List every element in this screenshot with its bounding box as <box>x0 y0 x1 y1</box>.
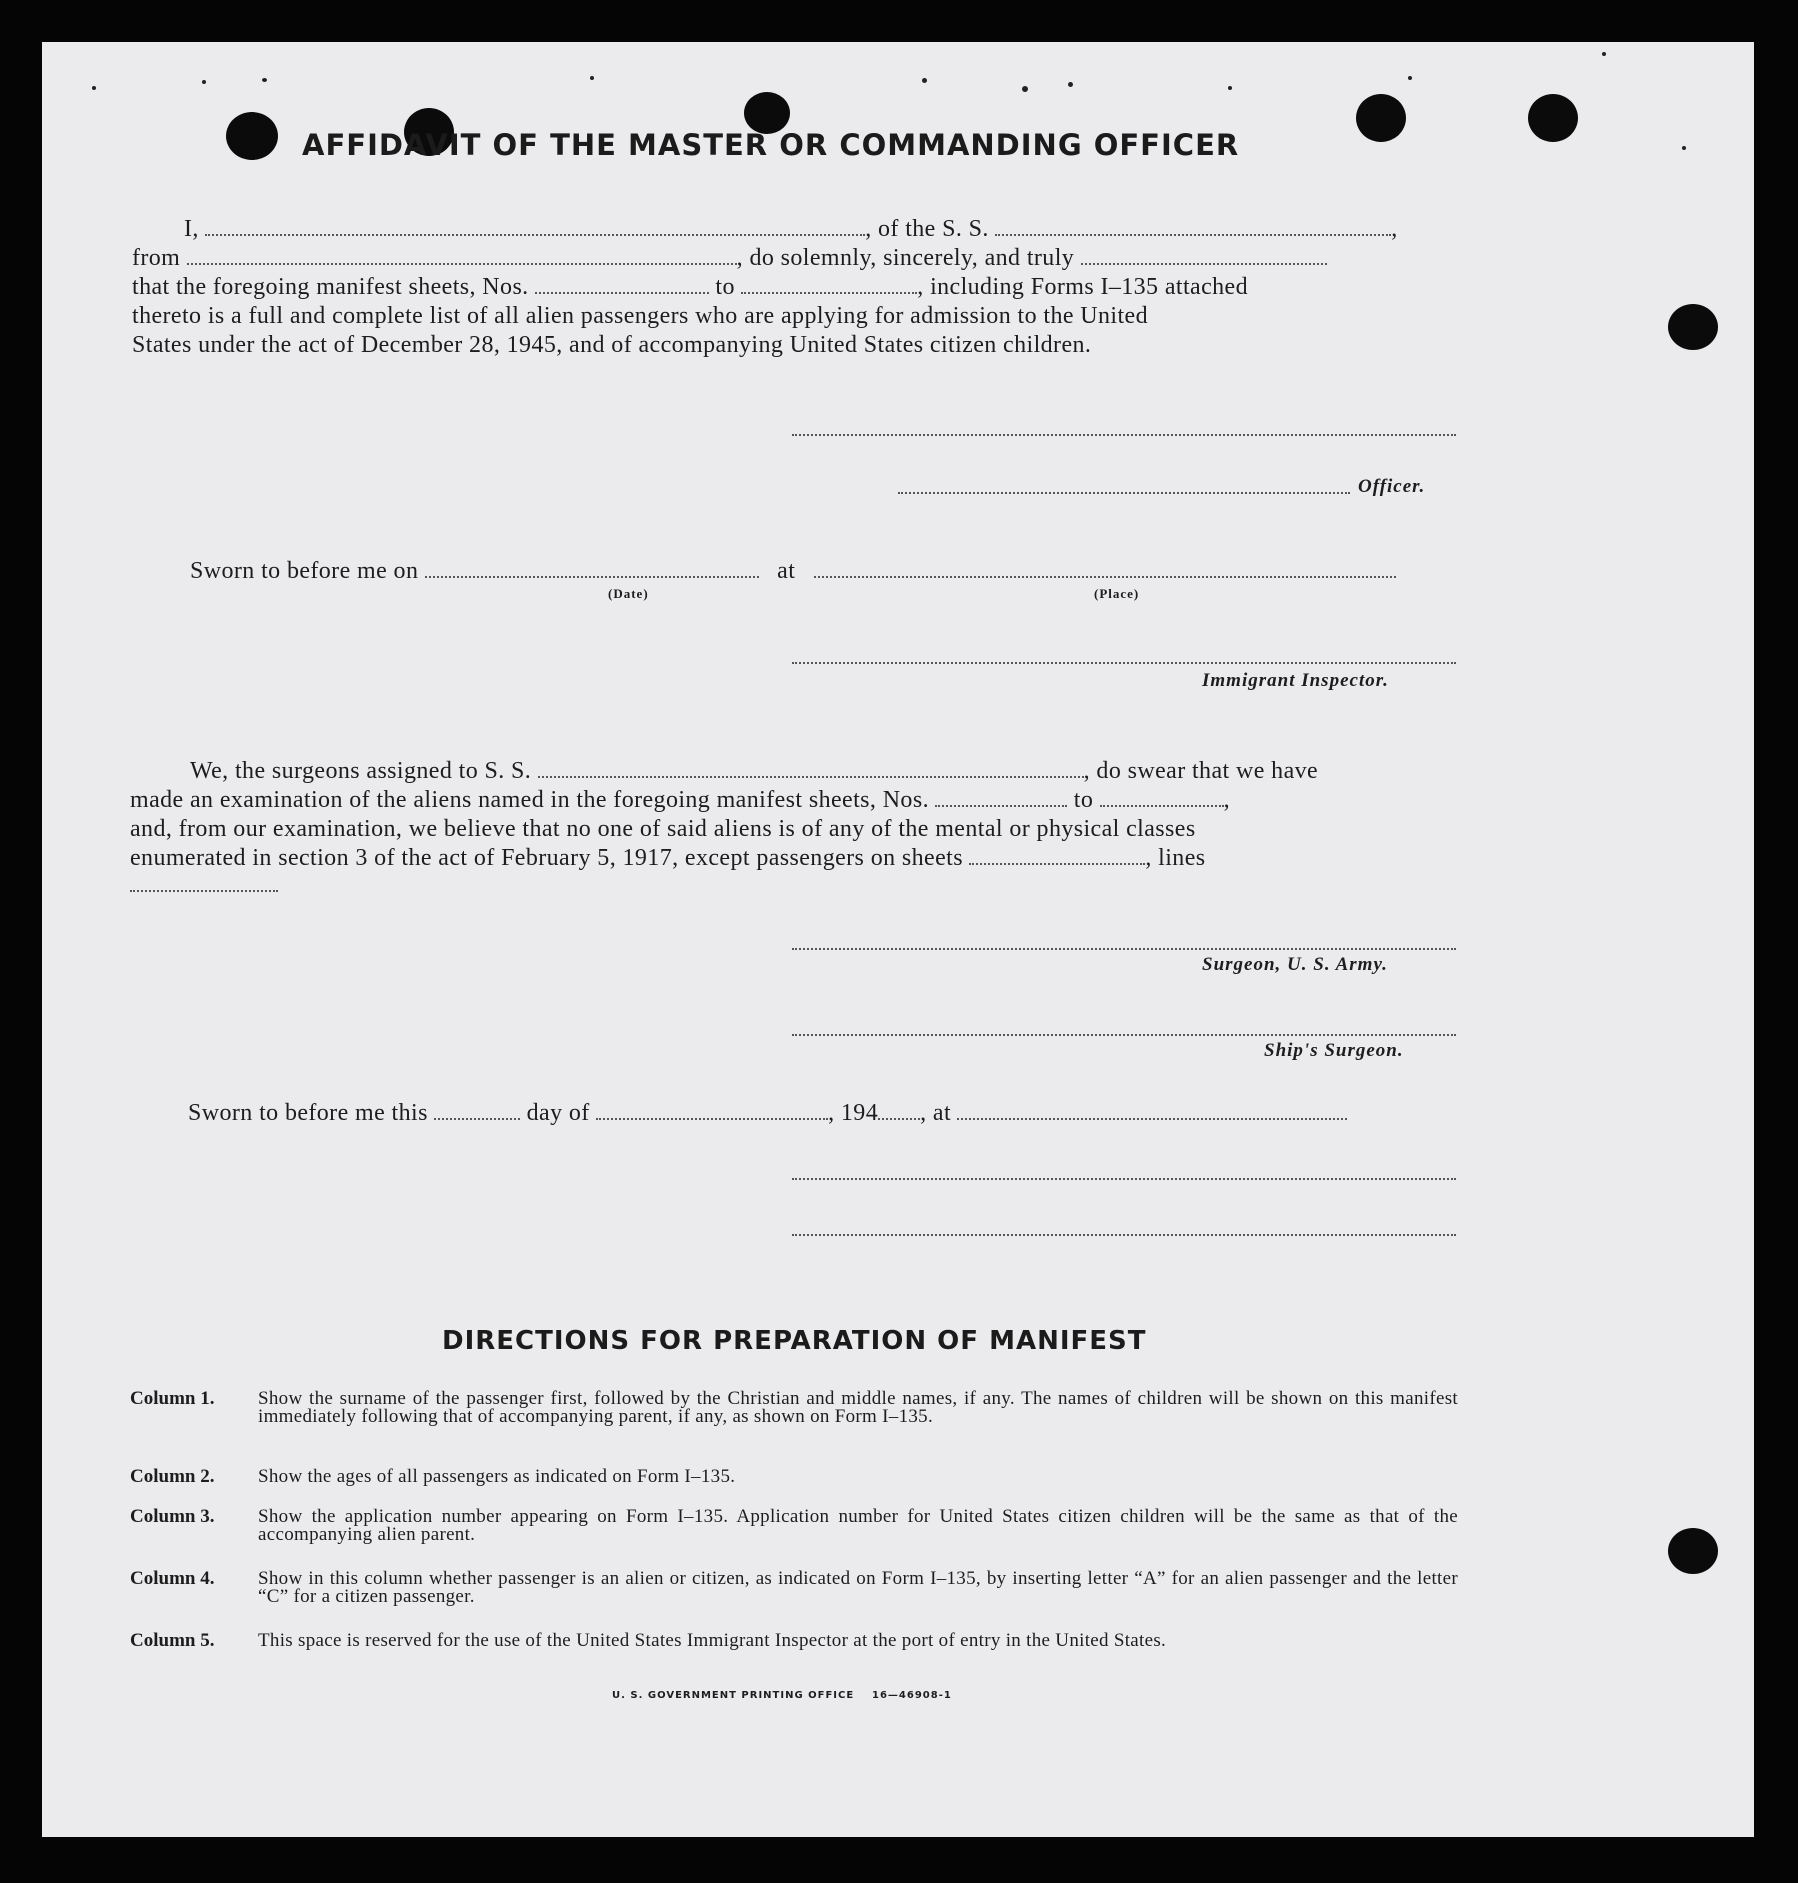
surgeons-line-3: and, from our examination, we believe that no one of said aliens is of any of the mental or physical classes <box>130 816 1196 842</box>
army-surgeon-signature-line[interactable] <box>792 948 1456 950</box>
punch-hole <box>1528 94 1578 142</box>
inspector-label: Immigrant Inspector. <box>1202 670 1389 691</box>
name-field[interactable] <box>205 216 865 236</box>
direction-text: Show the surname of the passenger first, followed by the Christian and middle names, if any. The names of children will be shown on this manifest immediately following that of accompanying parent, if any, as shown on Form I–135. <box>258 1388 1458 1427</box>
text: , do solemnly, sincerely, and truly <box>736 245 1075 271</box>
text: , including Forms I–135 attached <box>917 274 1249 300</box>
affidavit-line-1 <box>184 216 1398 243</box>
affidavit-line-3 <box>132 274 1248 301</box>
text: day of <box>526 1100 590 1126</box>
date-caption: (Date) <box>608 586 649 601</box>
sworn-date-field[interactable] <box>425 558 759 578</box>
punch-hole <box>1668 304 1718 350</box>
affidavit-line-2 <box>132 245 1327 272</box>
text: , <box>1391 216 1398 242</box>
affidavit-line-4: thereto is a full and complete list of all alien passengers who are applying for admission to the United <box>132 303 1149 329</box>
direction-text: Show the application number appearing on Form I–135. Application number for United States citizen children will be the same as that of the accompanying alien parent. <box>258 1506 1458 1545</box>
ship-name-field[interactable] <box>995 216 1391 236</box>
surgeons-line-2 <box>130 787 1230 814</box>
direction-column-label: Column 1. <box>130 1388 215 1409</box>
directions-heading: DIRECTIONS FOR PREPARATION OF MANIFEST <box>442 1326 1147 1356</box>
punch-hole <box>1356 94 1406 142</box>
text: that the foregoing manifest sheets, Nos. <box>132 274 529 300</box>
text: to <box>715 274 735 300</box>
text: to <box>1073 787 1094 813</box>
army-surgeon-label: Surgeon, U. S. Army. <box>1202 954 1388 975</box>
sworn-line-2 <box>188 1100 1347 1127</box>
officer-signature-line-2[interactable] <box>898 492 1350 494</box>
text: , do swear that we have <box>1083 758 1319 784</box>
sworn-place2-field[interactable] <box>957 1100 1347 1120</box>
surgeons-line-4 <box>130 845 1206 872</box>
text: Sworn to before me on <box>190 558 419 584</box>
ship-surgeon-signature-line[interactable] <box>792 1034 1456 1036</box>
speck <box>92 86 96 90</box>
direction-text: Show in this column whether passenger is an alien or citizen, as indicated on Form I–135, by inserting letter “A” for an alien passenger and the letter “C” for a citizen passenger. <box>258 1568 1458 1607</box>
text: , lines <box>1145 845 1206 871</box>
text: , <box>1223 787 1231 813</box>
speck <box>1408 76 1412 80</box>
officer-label: Officer. <box>1358 476 1426 497</box>
printer-credit: U. S. GOVERNMENT PRINTING OFFICE <box>612 1690 855 1701</box>
place-caption: (Place) <box>1094 586 1140 601</box>
speck <box>262 78 267 82</box>
speck <box>590 76 594 80</box>
text: , at <box>920 1100 952 1126</box>
affidavit-line-5: States under the act of December 28, 1945, and of accompanying United States citizen children. <box>132 332 1092 358</box>
ship-surgeon-label: Ship's Surgeon. <box>1264 1040 1404 1061</box>
speck <box>1228 86 1232 90</box>
direction-column-label: Column 4. <box>130 1568 215 1589</box>
except-sheets-field[interactable] <box>969 845 1145 865</box>
sheet-to-field[interactable] <box>741 274 917 294</box>
direction-column-label: Column 2. <box>130 1466 215 1487</box>
text: at <box>777 558 796 584</box>
direction-column-label: Column 5. <box>130 1630 215 1651</box>
surgeon-sheet-to-field[interactable] <box>1100 787 1224 807</box>
punch-hole <box>1668 1528 1718 1574</box>
surgeon-ship-field[interactable] <box>538 758 1084 778</box>
speck <box>1068 82 1073 87</box>
text: We, the surgeons assigned to S. S. <box>190 758 532 784</box>
officer-signature-line-1[interactable] <box>792 434 1456 436</box>
sworn-year-field[interactable] <box>878 1100 920 1120</box>
from-port-field[interactable] <box>187 245 737 265</box>
speck <box>1022 86 1028 92</box>
text: Sworn to before me this <box>188 1100 428 1126</box>
surgeons-line-1 <box>190 758 1318 785</box>
punch-hole <box>226 112 278 160</box>
sworn-line-1 <box>190 558 1396 585</box>
direction-text: Show the ages of all passengers as indicated on Form I–135. <box>258 1466 736 1487</box>
form-code: 16—46908-1 <box>872 1690 952 1701</box>
text: , 194 <box>828 1100 879 1126</box>
text: enumerated in section 3 of the act of February 5, 1917, except passengers on sheets <box>130 845 963 871</box>
text: made an examination of the aliens named in the foregoing manifest sheets, Nos. <box>130 787 929 813</box>
direction-text: This space is reserved for the use of the United States Immigrant Inspector at the port of entry in the United States. <box>258 1630 1167 1651</box>
speck <box>1682 146 1686 150</box>
text: from <box>132 245 181 271</box>
signature-line-b[interactable] <box>792 1234 1456 1236</box>
sworn-day-field[interactable] <box>434 1100 520 1120</box>
sworn-place-field[interactable] <box>814 558 1396 578</box>
affidavit-heading: AFFIDAVIT OF THE MASTER OR COMMANDING OFFICER <box>302 128 1240 162</box>
speck <box>1602 52 1606 56</box>
sheet-from-field[interactable] <box>535 274 709 294</box>
form-page <box>42 42 1754 1837</box>
surgeon-sheet-from-field[interactable] <box>935 787 1067 807</box>
text: , of the S. S. <box>865 216 989 242</box>
signature-line-a[interactable] <box>792 1178 1456 1180</box>
inspector-signature-line[interactable] <box>792 662 1456 664</box>
speck <box>922 78 927 83</box>
oath-field[interactable] <box>1081 245 1327 265</box>
lines-field[interactable] <box>130 890 278 892</box>
sworn-month-field[interactable] <box>596 1100 828 1120</box>
speck <box>202 80 206 84</box>
text: I, <box>184 216 199 242</box>
direction-column-label: Column 3. <box>130 1506 215 1527</box>
